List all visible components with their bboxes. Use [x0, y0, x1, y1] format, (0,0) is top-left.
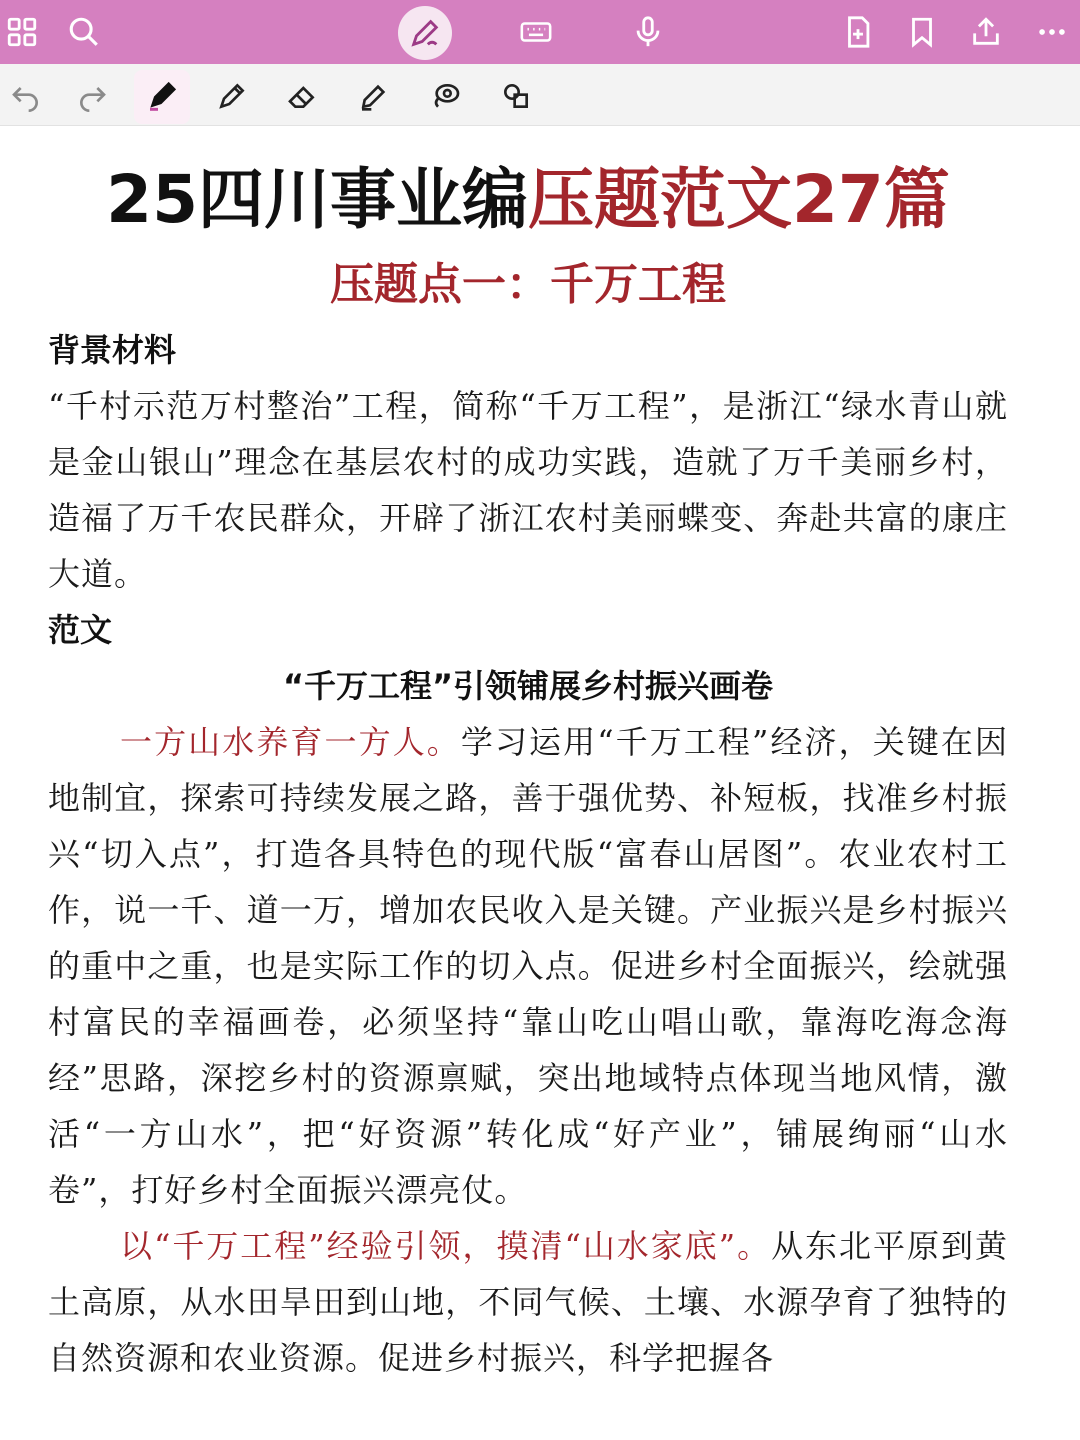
share-icon[interactable] [966, 12, 1006, 52]
microphone-icon[interactable] [628, 12, 668, 52]
document-subtitle: 压题点一：千万工程 [330, 259, 726, 310]
bookmark-icon[interactable] [902, 12, 942, 52]
eraser-icon[interactable] [284, 78, 320, 114]
paragraph-1-lead: 一方山水养育一方人。 [120, 723, 461, 761]
pen-draw-icon[interactable] [398, 6, 452, 60]
paragraph-2-body: 从东北平原到黄土高原，从水田旱田到山地，不同气候、土壤、水源孕育了独特的自然资源和农业资源。促进乡村振兴，科学把握各 [48, 1227, 1008, 1377]
search-icon[interactable] [64, 12, 104, 52]
shapes-icon[interactable] [498, 78, 534, 114]
highlighter-icon[interactable] [356, 78, 392, 114]
redo-icon[interactable] [74, 78, 110, 114]
document-title [48, 150, 1008, 250]
add-page-icon[interactable] [838, 12, 878, 52]
background-heading: 背景材料 [48, 331, 177, 369]
essay-paragraph-2 [48, 1218, 1008, 1386]
keyboard-icon[interactable] [516, 12, 556, 52]
background-text: “千村示范万村整治”工程，简称“千万工程”，是浙江“绿水青山就是金山银山”理念在基层农村的成功实践，造就了万千美丽乡村，造福了万千农民群众，开辟了浙江农村美丽蝶变、奔赴共富的康庄大道。 [48, 387, 1008, 593]
grid-icon[interactable] [2, 12, 42, 52]
essay-paragraph-1 [48, 714, 1008, 1218]
essay-heading: 范文 [48, 611, 113, 649]
pen-icon[interactable] [144, 78, 180, 114]
title-red: 压题范文27篇 [528, 161, 950, 238]
title-black: 25四川事业编 [106, 161, 528, 238]
top-toolbar [0, 0, 1080, 64]
lasso-icon[interactable] [428, 78, 464, 114]
paragraph-1-body: 学习运用“千万工程”经济，关键在因地制宜，探索可持续发展之路，善于强优势、补短板，找准乡村振兴“切入点”，打造各具特色的现代版“富春山居图”。农业农村工作，说一千、道一万，增加农民收入是关键。产业振兴是乡村振兴的重中之重，也是实际工作的切入点。促进乡村全面振兴，绘就强村富民的幸福画卷，必须坚持“靠山吃山唱山歌，靠海吃海念海经”思路，深挖乡村的资源禀赋，突出地域特点体现当地风情，激活“一方山水”，把“好资源”转化成“好产业”，铺展绚丽“山水卷”，打好乡村全面振兴漂亮仗。 [48, 723, 1008, 1209]
document-page [48, 150, 1008, 1386]
undo-icon[interactable] [8, 78, 44, 114]
pencil-icon[interactable] [214, 78, 250, 114]
paragraph-2-lead: 以“千万工程”经验引领，摸清“山水家底”。 [120, 1227, 772, 1265]
essay-title: “千万工程”引领铺展乡村振兴画卷 [282, 667, 774, 705]
more-icon[interactable] [1032, 12, 1072, 52]
